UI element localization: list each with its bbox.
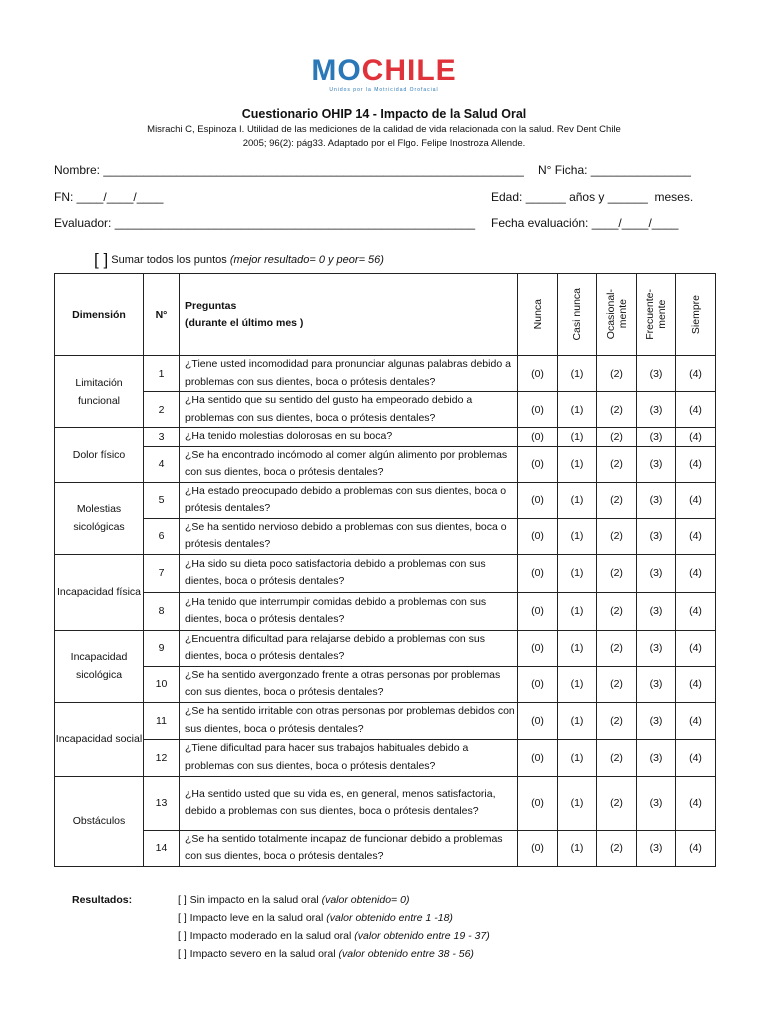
table-row — [55, 554, 716, 592]
dimension-cell: Incapacidad social — [55, 702, 144, 776]
score-option-1[interactable]: (1) — [558, 392, 597, 428]
score-option-2[interactable]: (2) — [597, 739, 637, 776]
score-option-0[interactable]: (0) — [518, 482, 558, 518]
score-option-0[interactable]: (0) — [518, 392, 558, 428]
table-row — [55, 666, 716, 702]
citation-line-2: 2005; 96(2): pág33. Adaptado por el Flgo. Felipe Inostroza Allende. — [242, 138, 526, 149]
fn-field[interactable]: FN: ____/____/____ — [54, 190, 164, 204]
dimension-cell: Incapacidad física — [55, 554, 144, 630]
dimension-cell: Dolor físico — [55, 428, 144, 483]
table-row — [55, 518, 716, 554]
score-option-0[interactable]: (0) — [518, 830, 558, 866]
score-option-0[interactable]: (0) — [518, 592, 558, 630]
question-number: 13 — [144, 776, 180, 830]
document-title: Cuestionario OHIP 14 - Impacto de la Salud Oral — [241, 107, 527, 121]
score-option-3[interactable]: (3) — [637, 830, 676, 866]
question-text: ¿Ha tenido molestias dolorosas en su boca? — [180, 428, 518, 447]
score-option-1[interactable]: (1) — [558, 630, 597, 666]
question-text: ¿Tiene dificultad para hacer sus trabajos habituales debido a problemas con sus dientes, boca o prótesis dentales? — [180, 739, 518, 776]
score-option-4[interactable]: (4) — [676, 776, 716, 830]
score-option-3[interactable]: (3) — [637, 482, 676, 518]
score-option-4[interactable]: (4) — [676, 446, 716, 482]
result-option-severe[interactable] — [178, 948, 474, 960]
dimension-cell: Obstáculos — [55, 776, 144, 866]
sum-instruction — [94, 250, 384, 270]
table-body — [55, 356, 716, 867]
score-option-1[interactable]: (1) — [558, 446, 597, 482]
question-number: 5 — [144, 482, 180, 518]
header-questions-subtitle: (durante el último mes ) — [185, 316, 304, 329]
score-option-3[interactable]: (3) — [637, 554, 676, 592]
score-option-0[interactable]: (0) — [518, 428, 558, 447]
result-note: (valor obtenido entre 19 - 37) — [354, 930, 490, 942]
score-option-2[interactable]: (2) — [597, 702, 637, 739]
score-option-3[interactable]: (3) — [637, 776, 676, 830]
header-questions — [180, 274, 518, 356]
score-option-1[interactable]: (1) — [558, 592, 597, 630]
header-number: N° — [144, 274, 180, 356]
score-option-4[interactable]: (4) — [676, 482, 716, 518]
question-number: 3 — [144, 428, 180, 447]
question-number: 10 — [144, 666, 180, 702]
edad-field[interactable]: Edad: ______ años y ______ meses. — [491, 190, 694, 204]
score-option-0[interactable]: (0) — [518, 630, 558, 666]
score-option-2[interactable]: (2) — [597, 428, 637, 447]
score-option-2[interactable]: (2) — [597, 356, 637, 392]
score-option-4[interactable]: (4) — [676, 630, 716, 666]
score-option-0[interactable]: (0) — [518, 702, 558, 739]
question-text: ¿Ha tenido que interrumpir comidas debido a problemas con sus dientes, boca o prótesis dentales? — [180, 592, 518, 630]
ficha-field[interactable]: N° Ficha: _______________ — [538, 163, 691, 177]
question-text: ¿Se ha sentido avergonzado frente a otras personas por problemas con sus dientes, boca o prótesis dentales? — [180, 666, 518, 702]
score-option-1[interactable]: (1) — [558, 428, 597, 447]
header-option-4 — [676, 274, 716, 356]
score-option-0[interactable]: (0) — [518, 356, 558, 392]
score-option-4[interactable]: (4) — [676, 830, 716, 866]
result-note: (valor obtenido= 0) — [321, 894, 410, 906]
table-header-row — [55, 274, 716, 356]
table-row — [55, 739, 716, 776]
mochile-logo — [0, 56, 768, 93]
score-option-1[interactable]: (1) — [558, 554, 597, 592]
score-option-1[interactable]: (1) — [558, 518, 597, 554]
question-number: 4 — [144, 446, 180, 482]
score-option-3[interactable]: (3) — [637, 630, 676, 666]
result-option-mild[interactable] — [178, 912, 453, 924]
question-number: 6 — [144, 518, 180, 554]
question-text: ¿Tiene usted incomodidad para pronunciar algunas palabras debido a problemas con sus dientes, boca o prótesis dentales? — [180, 356, 518, 392]
question-text: ¿Ha sentido que su sentido del gusto ha empeorado debido a problemas con sus dientes, boca o prótesis dentales? — [180, 392, 518, 428]
sum-note: (mejor resultado= 0 y peor= 56) — [229, 254, 384, 266]
question-text: ¿Ha estado preocupado debido a problemas con sus dientes, boca o prótesis dentales? — [180, 482, 518, 518]
score-option-4[interactable]: (4) — [676, 739, 716, 776]
table-row — [55, 356, 716, 392]
header-option-label: Siempre — [689, 294, 702, 335]
score-option-1[interactable]: (1) — [558, 702, 597, 739]
dimension-cell: Molestias sicológicas — [55, 482, 144, 554]
header-option-label: Ocasional- mente — [604, 289, 629, 340]
result-text: [ ] Sin impacto en la salud oral — [178, 894, 319, 906]
table-row — [55, 702, 716, 739]
table-row — [55, 428, 716, 447]
score-option-0[interactable]: (0) — [518, 554, 558, 592]
results-label: Resultados: — [72, 894, 133, 906]
citation-line-1: Misrachi C, Espinoza I. Utilidad de las mediciones de la calidad de vida relacionada con la salud. Rev Dent Chile — [147, 124, 621, 135]
score-option-3[interactable]: (3) — [637, 518, 676, 554]
score-option-1[interactable]: (1) — [558, 739, 597, 776]
nombre-field[interactable]: Nombre: _______________________________________________________________ — [54, 163, 524, 177]
citation — [110, 123, 658, 151]
score-option-4[interactable]: (4) — [676, 666, 716, 702]
header-dimension: Dimensión — [55, 274, 144, 356]
score-option-1[interactable]: (1) — [558, 356, 597, 392]
score-option-2[interactable]: (2) — [597, 554, 637, 592]
score-option-0[interactable]: (0) — [518, 776, 558, 830]
question-number: 1 — [144, 356, 180, 392]
header-option-3 — [637, 274, 676, 356]
question-text: ¿Ha sido su dieta poco satisfactoria debido a problemas con sus dientes, boca o prótesis dentales? — [180, 554, 518, 592]
score-option-2[interactable]: (2) — [597, 518, 637, 554]
score-option-3[interactable]: (3) — [637, 446, 676, 482]
question-number: 9 — [144, 630, 180, 666]
score-option-0[interactable]: (0) — [518, 446, 558, 482]
question-text: ¿Encuentra dificultad para relajarse debido a problemas con sus dientes, boca o prótesis dentales? — [180, 630, 518, 666]
result-note: (valor obtenido entre 1 -18) — [326, 912, 453, 924]
score-option-1[interactable]: (1) — [558, 830, 597, 866]
score-option-1[interactable]: (1) — [558, 666, 597, 702]
logo-mo: MO — [311, 54, 362, 87]
score-option-2[interactable]: (2) — [597, 830, 637, 866]
table-row — [55, 392, 716, 428]
table-row — [55, 592, 716, 630]
sum-checkbox[interactable]: [ ] — [94, 250, 109, 269]
table-row — [55, 446, 716, 482]
table-row — [55, 482, 716, 518]
header-option-label: Nunca — [531, 299, 544, 330]
table-row — [55, 630, 716, 666]
question-number: 2 — [144, 392, 180, 428]
question-number: 8 — [144, 592, 180, 630]
score-option-4[interactable]: (4) — [676, 702, 716, 739]
result-option-none[interactable] — [178, 894, 409, 906]
logo-chile: CHILE — [361, 54, 457, 87]
question-number: 12 — [144, 739, 180, 776]
dimension-cell: Limitación funcional — [55, 356, 144, 428]
question-text: ¿Se ha sentido nervioso debido a problemas con sus dientes, boca o prótesis dentales? — [180, 518, 518, 554]
result-note: (valor obtenido entre 38 - 56) — [338, 948, 474, 960]
score-option-2[interactable]: (2) — [597, 482, 637, 518]
header-option-label: Frecuente- mente — [644, 289, 668, 340]
logo-tagline: Unidos por la Motricidad Orofacial — [329, 87, 439, 93]
ohip-table — [54, 273, 716, 867]
score-option-3[interactable]: (3) — [637, 702, 676, 739]
score-option-4[interactable]: (4) — [676, 518, 716, 554]
score-option-3[interactable]: (3) — [637, 392, 676, 428]
dimension-cell: Incapacidad sicológica — [55, 630, 144, 702]
score-option-1[interactable]: (1) — [558, 776, 597, 830]
score-option-4[interactable]: (4) — [676, 554, 716, 592]
score-option-3[interactable]: (3) — [637, 428, 676, 447]
header-option-0 — [518, 274, 558, 356]
evaluador-field[interactable]: Evaluador: ______________________________________________________ — [54, 216, 476, 230]
score-option-3[interactable]: (3) — [637, 739, 676, 776]
result-text: [ ] Impacto leve en la salud oral — [178, 912, 324, 924]
sum-text: Sumar todos los puntos — [111, 254, 227, 266]
question-text: ¿Se ha sentido totalmente incapaz de funcionar debido a problemas con sus dientes, boca o prótesis dentales? — [180, 830, 518, 866]
table-row — [55, 776, 716, 830]
score-option-2[interactable]: (2) — [597, 592, 637, 630]
score-option-0[interactable]: (0) — [518, 739, 558, 776]
score-option-1[interactable]: (1) — [558, 482, 597, 518]
question-number: 11 — [144, 702, 180, 739]
score-option-3[interactable]: (3) — [637, 666, 676, 702]
header-option-2 — [597, 274, 637, 356]
fecha-evaluacion-field[interactable]: Fecha evaluación: ____/____/____ — [491, 216, 679, 230]
question-text: ¿Ha sentido usted que su vida es, en general, menos satisfactoria, debido a problemas con sus dientes, boca o prótesis dentales? — [180, 776, 518, 830]
score-option-4[interactable]: (4) — [676, 428, 716, 447]
result-text: [ ] Impacto severo en la salud oral — [178, 948, 336, 960]
score-option-0[interactable]: (0) — [518, 518, 558, 554]
question-text: ¿Se ha sentido irritable con otras personas por problemas debidos con sus dientes, boca o prótesis dentales? — [180, 702, 518, 739]
score-option-4[interactable]: (4) — [676, 392, 716, 428]
header-option-1 — [558, 274, 597, 356]
question-number: 14 — [144, 830, 180, 866]
score-option-4[interactable]: (4) — [676, 592, 716, 630]
score-option-0[interactable]: (0) — [518, 666, 558, 702]
logo-wordmark — [0, 56, 768, 86]
header-option-label: Casi nunca — [571, 288, 583, 341]
score-option-2[interactable]: (2) — [597, 630, 637, 666]
score-option-4[interactable]: (4) — [676, 356, 716, 392]
result-option-moderate[interactable] — [178, 930, 490, 942]
question-number: 7 — [144, 554, 180, 592]
score-option-2[interactable]: (2) — [597, 392, 637, 428]
score-option-2[interactable]: (2) — [597, 446, 637, 482]
header-questions-title: Preguntas — [185, 299, 237, 312]
score-option-2[interactable]: (2) — [597, 666, 637, 702]
score-option-3[interactable]: (3) — [637, 356, 676, 392]
result-text: [ ] Impacto moderado en la salud oral — [178, 930, 352, 942]
table-row — [55, 830, 716, 866]
score-option-3[interactable]: (3) — [637, 592, 676, 630]
score-option-2[interactable]: (2) — [597, 776, 637, 830]
question-text: ¿Se ha encontrado incómodo al comer algún alimento por problemas con sus dientes, boca o prótesis dentales? — [180, 446, 518, 482]
